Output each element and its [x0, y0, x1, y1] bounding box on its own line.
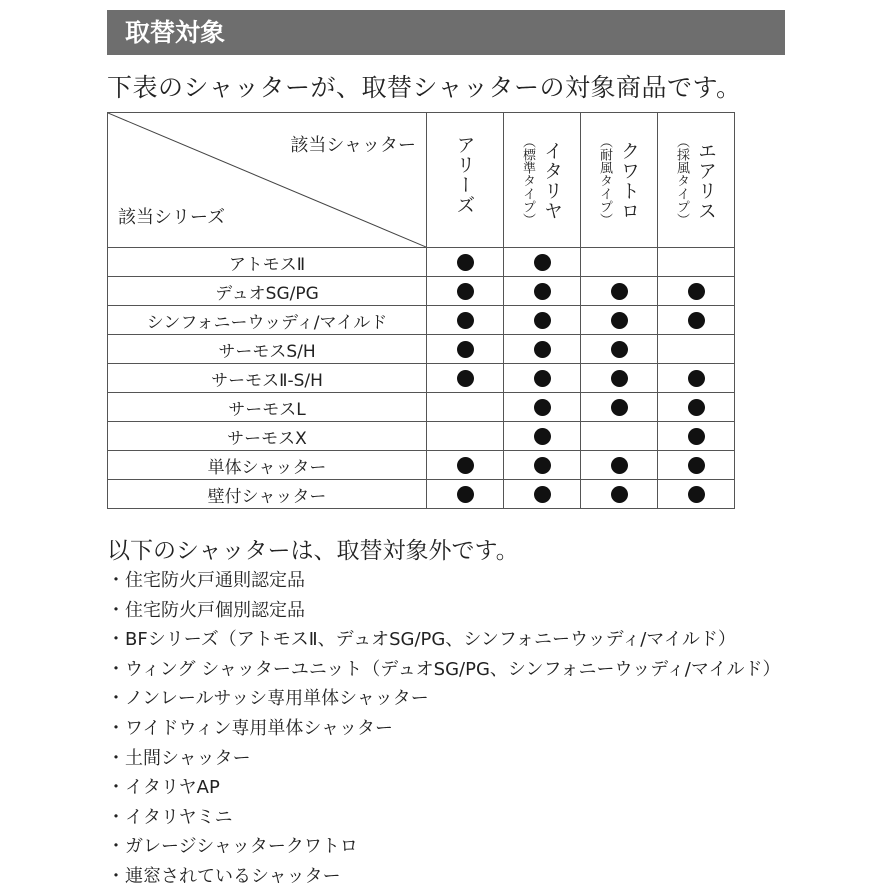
mark-cell: [658, 480, 735, 509]
applicable-dot-icon: [534, 399, 551, 416]
applicable-dot-icon: [688, 283, 705, 300]
series-name: サーモスX: [108, 422, 427, 451]
applicable-dot-icon: [688, 486, 705, 503]
mark-cell: [581, 451, 658, 480]
mark-cell: [504, 451, 581, 480]
mark-cell: [504, 335, 581, 364]
mark-cell: [581, 393, 658, 422]
mark-cell: [581, 248, 658, 277]
excluded-item: ・ワイドウィン専用単体シャッター: [107, 717, 394, 739]
excluded-item: ・土間シャッター: [107, 747, 251, 769]
applicable-dot-icon: [611, 399, 628, 416]
excluded-item: ・BFシリーズ（アトモスⅡ、デュオSG/PG、シンフォニーウッディ/マイルド）: [107, 629, 736, 651]
mark-cell: [427, 248, 504, 277]
excluded-item: ・ウィング シャッターユニット（デュオSG/PG、シンフォニーウッディ/マイルド）: [107, 658, 781, 680]
mark-cell: [427, 335, 504, 364]
column-subtitle: （採風タイプ）: [674, 135, 689, 226]
applicable-dot-icon: [534, 341, 551, 358]
applicable-dot-icon: [611, 341, 628, 358]
applicable-dot-icon: [457, 283, 474, 300]
mark-cell: [581, 335, 658, 364]
applicable-dot-icon: [688, 370, 705, 387]
mark-cell: [504, 306, 581, 335]
column-subtitle: （耐風タイプ）: [597, 135, 612, 226]
series-name: 単体シャッター: [108, 451, 427, 480]
applicable-dot-icon: [534, 283, 551, 300]
applicable-dot-icon: [688, 428, 705, 445]
mark-cell: [504, 393, 581, 422]
corner-top-label: 該当シャッター: [290, 135, 416, 156]
column-header: [427, 113, 504, 248]
excluded-item: ・住宅防火戸個別認定品: [107, 599, 305, 621]
applicable-dot-icon: [534, 254, 551, 271]
mark-cell: [504, 422, 581, 451]
column-header: [658, 113, 735, 248]
column-header: [504, 113, 581, 248]
column-header: [581, 113, 658, 248]
table-row: [108, 480, 735, 509]
applicable-dot-icon: [534, 370, 551, 387]
column-name: エアリス: [695, 140, 717, 221]
applicable-dot-icon: [611, 312, 628, 329]
mark-cell: [658, 364, 735, 393]
series-name: アトモスⅡ: [108, 248, 427, 277]
mark-cell: [427, 480, 504, 509]
excluded-item: ・連窓されているシャッター: [107, 865, 341, 887]
applicable-dot-icon: [611, 370, 628, 387]
table-row: [108, 335, 735, 364]
applicable-dot-icon: [611, 457, 628, 474]
excluded-item: ・イタリヤミニ: [107, 806, 233, 828]
table-row: [108, 248, 735, 277]
mark-cell: [504, 277, 581, 306]
compatibility-table: [107, 112, 735, 509]
mark-cell: [581, 364, 658, 393]
excluded-title: 以下のシャッターは、取替対象外です。: [107, 538, 519, 564]
table-row: [108, 364, 735, 393]
applicable-dot-icon: [688, 457, 705, 474]
excluded-item: ・ノンレールサッシ専用単体シャッター: [107, 688, 429, 710]
applicable-dot-icon: [457, 312, 474, 329]
applicable-dot-icon: [457, 486, 474, 503]
series-name: サーモスⅡ-S/H: [108, 364, 427, 393]
mark-cell: [581, 277, 658, 306]
column-name: アリーズ: [453, 135, 476, 215]
applicable-dot-icon: [457, 341, 474, 358]
corner-cell: [108, 113, 427, 248]
lead-text: 下表のシャッターが、取替シャッターの対象商品です。: [107, 73, 742, 102]
mark-cell: [427, 306, 504, 335]
series-name: サーモスL: [108, 393, 427, 422]
mark-cell: [427, 422, 504, 451]
corner-bottom-label: 該当シリーズ: [118, 207, 226, 228]
mark-cell: [658, 451, 735, 480]
applicable-dot-icon: [688, 399, 705, 416]
column-name: イタリヤ: [541, 140, 563, 221]
applicable-dot-icon: [534, 486, 551, 503]
mark-cell: [427, 277, 504, 306]
mark-cell: [504, 480, 581, 509]
series-name: サーモスS/H: [108, 335, 427, 364]
applicable-dot-icon: [534, 457, 551, 474]
mark-cell: [658, 422, 735, 451]
mark-cell: [658, 335, 735, 364]
applicable-dot-icon: [534, 428, 551, 445]
applicable-dot-icon: [611, 486, 628, 503]
mark-cell: [581, 480, 658, 509]
series-name: デュオSG/PG: [108, 277, 427, 306]
table-row: [108, 422, 735, 451]
table-row: [108, 306, 735, 335]
table-row: [108, 393, 735, 422]
column-subtitle: （標準タイプ）: [520, 135, 535, 226]
mark-cell: [581, 422, 658, 451]
mark-cell: [504, 364, 581, 393]
mark-cell: [427, 393, 504, 422]
applicable-dot-icon: [611, 283, 628, 300]
excluded-item: ・イタリヤAP: [107, 777, 220, 799]
applicable-dot-icon: [457, 457, 474, 474]
applicable-dot-icon: [457, 370, 474, 387]
series-name: 壁付シャッター: [108, 480, 427, 509]
excluded-item: ・ガレージシャッタークワトロ: [107, 836, 358, 858]
applicable-dot-icon: [688, 312, 705, 329]
series-name: シンフォニーウッディ/マイルド: [108, 306, 427, 335]
table-row: [108, 451, 735, 480]
mark-cell: [658, 277, 735, 306]
section-header: 取替対象: [107, 10, 785, 55]
excluded-list: [107, 566, 780, 892]
mark-cell: [658, 306, 735, 335]
column-name: クワトロ: [618, 140, 640, 221]
excluded-item: ・住宅防火戸通則認定品: [107, 570, 305, 591]
applicable-dot-icon: [457, 254, 474, 271]
mark-cell: [427, 451, 504, 480]
mark-cell: [581, 306, 658, 335]
applicable-dot-icon: [534, 312, 551, 329]
mark-cell: [658, 393, 735, 422]
mark-cell: [658, 248, 735, 277]
table-row: [108, 277, 735, 306]
mark-cell: [504, 248, 581, 277]
mark-cell: [427, 364, 504, 393]
